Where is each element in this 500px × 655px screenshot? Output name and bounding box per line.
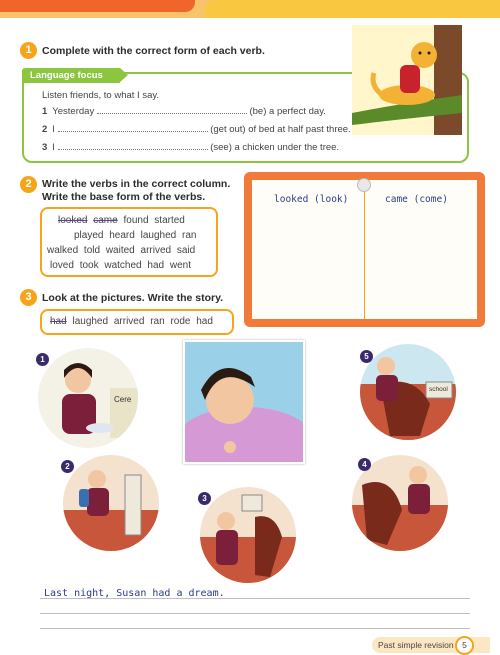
- board-column-1-header: looked (look): [274, 194, 349, 205]
- sleeping-hand: [224, 441, 236, 453]
- cereal-box-label: Cere: [114, 395, 132, 404]
- ex2-word: ran: [181, 230, 197, 241]
- girl-sweater: [376, 375, 398, 401]
- ex2-word: went: [169, 260, 191, 271]
- story-first-sentence: Last night, Susan had a dream.: [44, 588, 225, 599]
- girl-sweater: [87, 488, 109, 516]
- ex3-word: had: [196, 316, 213, 327]
- ex1-item-1: [42, 104, 326, 118]
- brick-wall: [63, 510, 159, 551]
- exercise-3-instruction: Look at the pictures. Write the story.: [42, 292, 224, 304]
- ex2-word: arrived: [140, 245, 172, 256]
- girl-face: [377, 357, 395, 375]
- girl-sweater: [408, 484, 430, 514]
- ex2-word-row-3: [47, 245, 195, 256]
- ex2-word-row-2: [74, 230, 196, 241]
- exercise-1-number: 1: [20, 42, 37, 59]
- exercise-1-instruction: Complete with the correct form of each verb.: [42, 45, 265, 57]
- ex2-word: watched: [104, 260, 142, 271]
- picture-2-running: [63, 455, 159, 551]
- ex1-item-3-num: 3: [42, 142, 48, 153]
- ex2-word: found: [123, 215, 149, 226]
- notice-board: [244, 172, 485, 327]
- ex2-word: heard: [109, 230, 135, 241]
- picture-3-art: [200, 487, 296, 583]
- story-line-3[interactable]: [40, 628, 470, 629]
- dream-picture: [183, 340, 305, 464]
- notice-board-divider: [364, 190, 365, 319]
- picture-5-number: 5: [360, 350, 373, 363]
- ex1-item-2-end: (get out) of bed at half past three.: [210, 124, 351, 135]
- picture-1-number: 1: [36, 353, 49, 366]
- board-column-2-header: came (come): [385, 194, 448, 205]
- cheetah-eye: [419, 52, 422, 55]
- story-line-2[interactable]: [40, 613, 470, 614]
- girl-sweater: [216, 530, 238, 565]
- ex2-word: took: [79, 260, 99, 271]
- language-focus-example: Listen friends, to what I say.: [42, 90, 160, 101]
- ex2-word-row-4: [50, 260, 191, 271]
- ex2-word: laughed: [140, 230, 177, 241]
- girl-face: [217, 512, 235, 530]
- ex1-item-1-start: Yesterday: [52, 106, 95, 117]
- ex2-word-row-1: [58, 215, 185, 226]
- ex1-item-3-start: I: [52, 142, 55, 153]
- cheetah-shirt: [400, 65, 420, 93]
- ex3-word: laughed: [72, 316, 109, 327]
- ex3-word: had: [50, 316, 67, 327]
- ex2-word: started: [154, 215, 185, 226]
- exercise-2-instruction-1: Write the verbs in the correct column.: [42, 178, 231, 190]
- picture-3-number: 3: [198, 492, 211, 505]
- cereal-bowl: [86, 423, 114, 433]
- page-number: 5: [455, 636, 474, 655]
- ex1-item-3: [42, 140, 339, 154]
- exercise-3-number: 3: [20, 289, 37, 306]
- picture-1-breakfast: [38, 348, 138, 448]
- ex1-item-2-num: 2: [42, 124, 48, 135]
- notice-board-paper: [252, 180, 477, 319]
- picture-5-riding: [360, 344, 456, 440]
- ex1-item-1-num: 1: [42, 106, 48, 117]
- brick-wall: [200, 537, 296, 583]
- picture-4-number: 4: [358, 458, 371, 471]
- ex3-word: arrived: [113, 316, 145, 327]
- girl-face: [88, 470, 106, 488]
- cheetah-illustration: [352, 25, 462, 135]
- backpack-icon: [79, 489, 89, 507]
- picture-3-bus-stop: [200, 487, 296, 583]
- ex3-word-row: [50, 316, 213, 327]
- exercise-2-number: 2: [20, 176, 37, 193]
- footer-label: Past simple revision: [378, 640, 454, 650]
- ex2-word: loved: [50, 260, 74, 271]
- pin-icon: [357, 178, 371, 192]
- ex2-word: walked: [47, 245, 79, 256]
- ex2-word: came: [93, 215, 118, 226]
- language-focus-label: Language focus: [22, 68, 120, 83]
- ex2-word: told: [83, 245, 101, 256]
- ex1-item-3-end: (see) a chicken under the tree.: [210, 142, 340, 153]
- ex2-word: looked: [58, 215, 88, 226]
- picture-2-number: 2: [61, 460, 74, 473]
- picture-2-art: [63, 455, 159, 551]
- ex1-item-2: [42, 122, 351, 136]
- girl-face: [409, 466, 427, 484]
- ex2-word: said: [176, 245, 196, 256]
- ex3-word: rode: [170, 316, 191, 327]
- ex2-word: played: [74, 230, 104, 241]
- ex1-item-1-end: (be) a perfect day.: [249, 106, 326, 117]
- ex3-word-box: [40, 309, 234, 335]
- cheetah-eye-2: [428, 52, 431, 55]
- exercise-2-instruction-2: Write the base form of the verbs.: [42, 191, 206, 203]
- top-banner-orange: [0, 0, 195, 12]
- story-line-1[interactable]: [40, 598, 470, 599]
- tree-trunk: [434, 25, 462, 135]
- ex2-word: had: [147, 260, 165, 271]
- bus-stop-sign: [125, 475, 141, 535]
- ex1-item-2-blank[interactable]: [58, 122, 208, 132]
- dream-picture-art: [185, 342, 303, 462]
- ex1-item-3-blank[interactable]: [58, 140, 208, 150]
- ex2-word: waited: [105, 245, 135, 256]
- ex1-item-2-start: I: [52, 124, 55, 135]
- cheetah-head: [411, 42, 437, 68]
- ex3-word: ran: [150, 316, 165, 327]
- ex2-word-box: [40, 207, 218, 277]
- top-banner-yellow: [205, 0, 500, 18]
- school-sign-label: school: [429, 386, 448, 393]
- bus-stop-sign: [242, 495, 262, 511]
- ex1-item-1-blank[interactable]: [97, 104, 247, 114]
